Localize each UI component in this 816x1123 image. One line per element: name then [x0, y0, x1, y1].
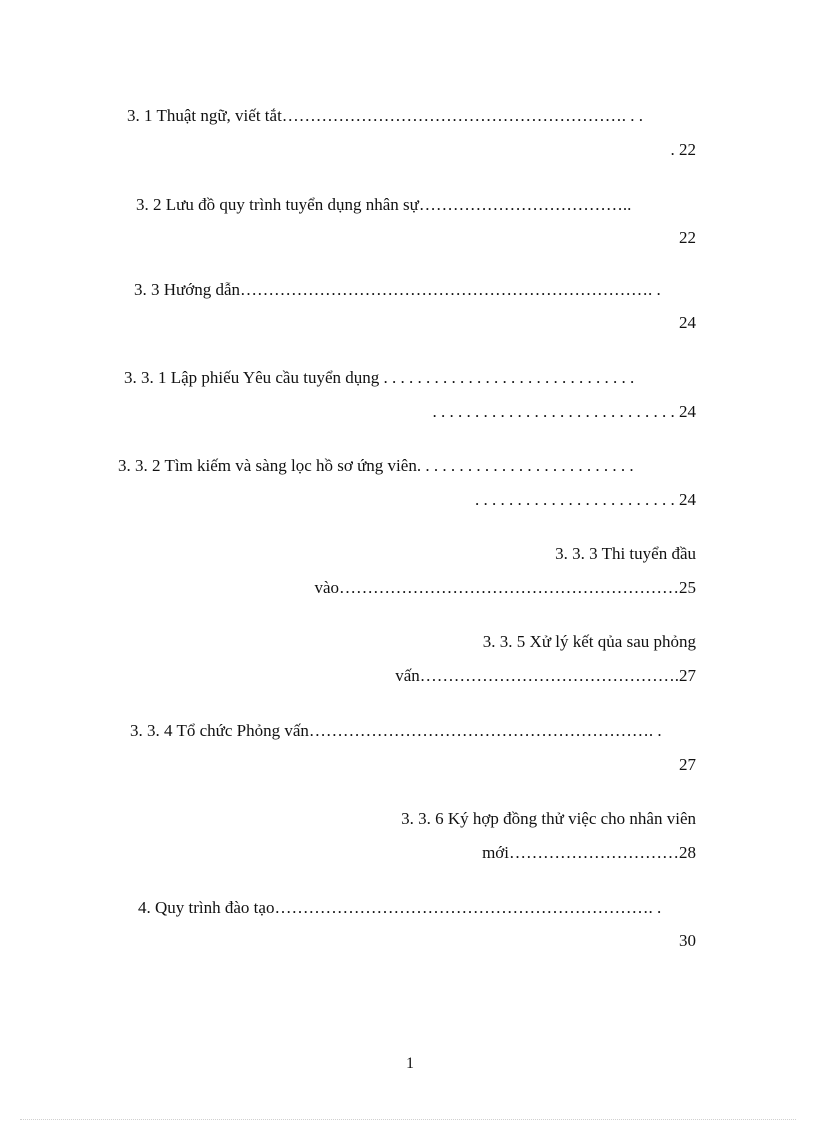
page-number: 1	[406, 1055, 414, 1072]
toc-entry-page: . 22	[670, 140, 696, 159]
toc-entry-page: . . . . . . . . . . . . . . . . . . . . . . . . 24	[475, 490, 696, 509]
toc-entry-page: mới…………………………28	[482, 843, 696, 862]
toc-entry-page: vào……………………………………………………25	[314, 578, 696, 597]
toc-entry-page: 24	[679, 313, 696, 332]
toc-entry-text: 3. 3. 1 Lập phiếu Yêu cầu tuyển dụng . . . . . . . . . . . . . . . . . . . . . . . . . . . . . .	[124, 368, 635, 387]
toc-entry-page: vấn……………………………………….27	[395, 666, 696, 685]
toc-entry-page: . . . . . . . . . . . . . . . . . . . . . . . . . . . . . 24	[432, 402, 696, 421]
toc-entry-text: 3. 3 Hướng dẫn………………………………………………………………. .	[134, 280, 661, 299]
toc-entry-text: 3. 3. 5 Xử lý kết qủa sau phỏng	[482, 632, 696, 651]
toc-entry-page: 27	[679, 755, 696, 774]
toc-entry-page: 30	[679, 931, 696, 950]
toc-entry-page: 22	[679, 228, 696, 247]
toc-entry-text: 3. 3. 6 Ký hợp đồng thử việc cho nhân viên	[401, 809, 696, 828]
toc-entry-text: 3. 3. 4 Tổ chức Phỏng vấn……………………………………………………. .	[130, 721, 662, 740]
toc-entry-text: 3. 3. 3 Thi tuyển đầu	[555, 544, 696, 563]
toc-entry-text: 3. 3. 2 Tìm kiếm và sàng lọc hồ sơ ứng viên. . . . . . . . . . . . . . . . . . . . . . . . . .	[118, 456, 634, 475]
toc-entry-text: 3. 2 Lưu đồ quy trình tuyển dụng nhân sự………………………………..	[136, 195, 632, 214]
toc-entry-text: 3. 1 Thuật ngữ, viết tắt……………………………………………………. . .	[127, 106, 644, 125]
page-bottom-divider	[20, 1119, 796, 1120]
toc-entry-text: 4. Quy trình đào tạo…………………………………………………………. .	[138, 898, 662, 917]
